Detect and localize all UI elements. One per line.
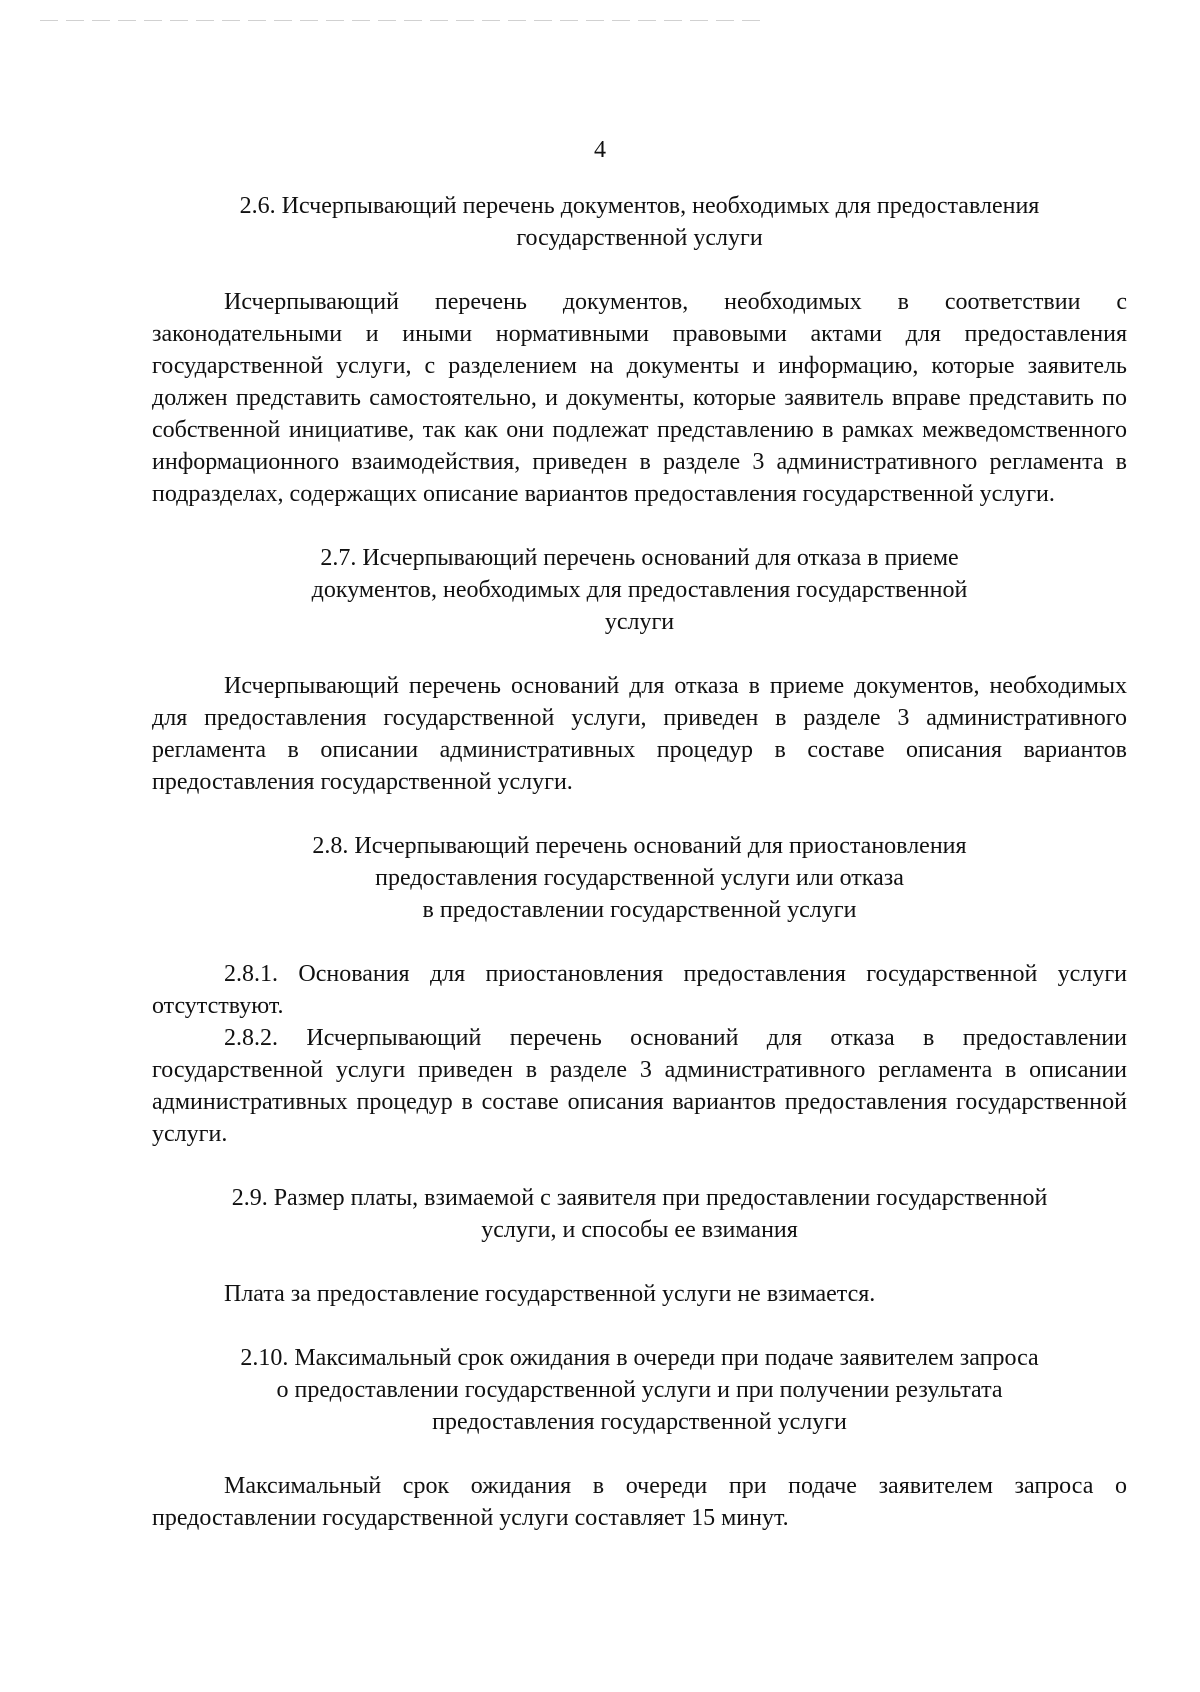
heading-line: в предоставлении государственной услуги bbox=[422, 897, 857, 923]
paragraph: Максимальный срок ожидания в очереди при подаче заявителем запроса о предоставлении государственной услуги составляет 15 минут. bbox=[152, 1473, 1127, 1531]
paragraph: Исчерпывающий перечень документов, необходимых в соответствии с законодательными и иными нормативными правовыми актами для предоставления государственной услуги, с разделением на документы и информацию, которые заявитель должен представить самостоятельно, и документы, которые заявитель вправе представить по собственной инициативе, так как они подлежат представлению в рамках межведомственного информационного взаимодействия, приведен в разделе 3 административного регламента в подразделах, содержащих описание вариантов предоставления государственной услуги. bbox=[152, 289, 1127, 507]
paragraph: Плата за предоставление государственной услуги не взимается. bbox=[224, 1281, 876, 1307]
heading-line: государственной услуги bbox=[516, 225, 763, 251]
heading-line: предоставления государственной услуги или отказа bbox=[375, 865, 904, 891]
heading-line: 2.10. Максимальный срок ожидания в очереди при подаче заявителем запроса bbox=[240, 1345, 1039, 1371]
document-body bbox=[152, 190, 1127, 1534]
section-heading-2-6 bbox=[152, 190, 1127, 254]
heading-line: 2.7. Исчерпывающий перечень оснований для отказа в приеме bbox=[320, 545, 959, 571]
paragraph: 2.8.2. Исчерпывающий перечень оснований для отказа в предоставлении государственной услуги приведен в разделе 3 административного регламента в описании административных процедур в составе описания вариантов предоставления государственной услуги. bbox=[152, 1025, 1127, 1147]
heading-line: 2.6. Исчерпывающий перечень документов, необходимых для предоставления bbox=[239, 193, 1040, 219]
paragraph: Исчерпывающий перечень оснований для отказа в приеме документов, необходимых для предоставления государственной услуги, приведен в разделе 3 административного регламента в описании административных процедур в составе описания вариантов предоставления государственной услуги. bbox=[152, 673, 1127, 795]
section-heading-2-8 bbox=[152, 830, 1127, 926]
heading-line: услуги, и способы ее взимания bbox=[481, 1217, 798, 1243]
heading-line: документов, необходимых для предоставления государственной bbox=[311, 577, 968, 603]
section-heading-2-7 bbox=[152, 542, 1127, 638]
section-heading-2-9 bbox=[152, 1182, 1127, 1246]
heading-line: о предоставлении государственной услуги и при получении результата bbox=[276, 1377, 1003, 1403]
heading-line: 2.8. Исчерпывающий перечень оснований для приостановления bbox=[312, 833, 967, 859]
heading-line: предоставления государственной услуги bbox=[432, 1409, 847, 1435]
section-heading-2-10 bbox=[152, 1342, 1127, 1438]
paragraph: 2.8.1. Основания для приостановления предоставления государственной услуги отсутствуют. bbox=[152, 961, 1127, 1019]
page-number: 4 bbox=[594, 137, 606, 163]
heading-line: услуги bbox=[604, 609, 675, 635]
scan-artifact-line bbox=[40, 20, 760, 21]
heading-line: 2.9. Размер платы, взимаемой с заявителя при предоставлении государственной bbox=[231, 1185, 1048, 1211]
